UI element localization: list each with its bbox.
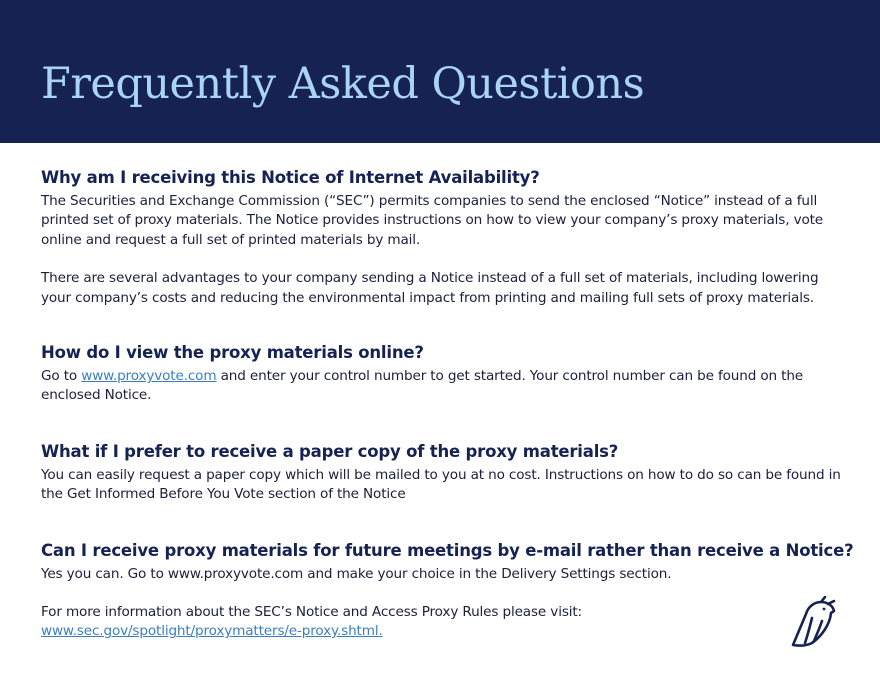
faq-item-email-delivery (41, 539, 854, 642)
faq-question: What if I prefer to receive a paper copy of the proxy materials? (41, 441, 619, 461)
answer-text: Go to (41, 368, 82, 385)
page-header (0, 0, 880, 143)
more-info-text: For more information about the SEC’s Notice and Access Proxy Rules please visit: (41, 604, 582, 621)
page-title: Frequently Asked Questions (41, 59, 645, 109)
faq-answer (41, 367, 846, 406)
owl-logo-icon (788, 596, 840, 648)
faq-list (41, 166, 854, 642)
faq-item-view-online (41, 341, 846, 406)
faq-question: How do I view the proxy materials online? (41, 343, 424, 363)
faq-item-internet-availability (41, 166, 846, 308)
faq-answer-paragraph: The Securities and Exchange Commission (“SEC”) permits companies to send the enclosed “Notice” instead of a full printed set of proxy materials. The Notice provides instructions on how to view your company’s proxy materials, vote online and request a full set of printed materials by mail. (41, 193, 824, 248)
more-info (41, 603, 846, 642)
answer-text: and enter your control number to get started. Your control number can be found on the enclosed Notice. (41, 368, 804, 404)
faq-question: Can I receive proxy materials for future meetings by e-mail rather than receive a Notice? (41, 540, 854, 560)
faq-answer: You can easily request a paper copy which will be mailed to you at no cost. Instructions on how to do so can be found in the Get Informed Before You Vote section of the Notice (41, 466, 841, 503)
proxyvote-link[interactable]: www.proxyvote.com (81, 368, 217, 385)
faq-item-paper-copy (41, 440, 846, 505)
faq-answer-paragraph: There are several advantages to your company sending a Notice instead of a full set of materials, including lowering your company’s costs and reducing the environmental impact from printing and mailing full sets of proxy materials. (41, 270, 819, 306)
faq-question: Why am I receiving this Notice of Internet Availability? (41, 168, 540, 187)
sec-proxy-rules-link[interactable]: www.sec.gov/spotlight/proxymatters/e-proxy.shtml. (41, 623, 383, 640)
faq-answer: Yes you can. Go to www.proxyvote.com and make your choice in the Delivery Settings section. (41, 565, 672, 582)
